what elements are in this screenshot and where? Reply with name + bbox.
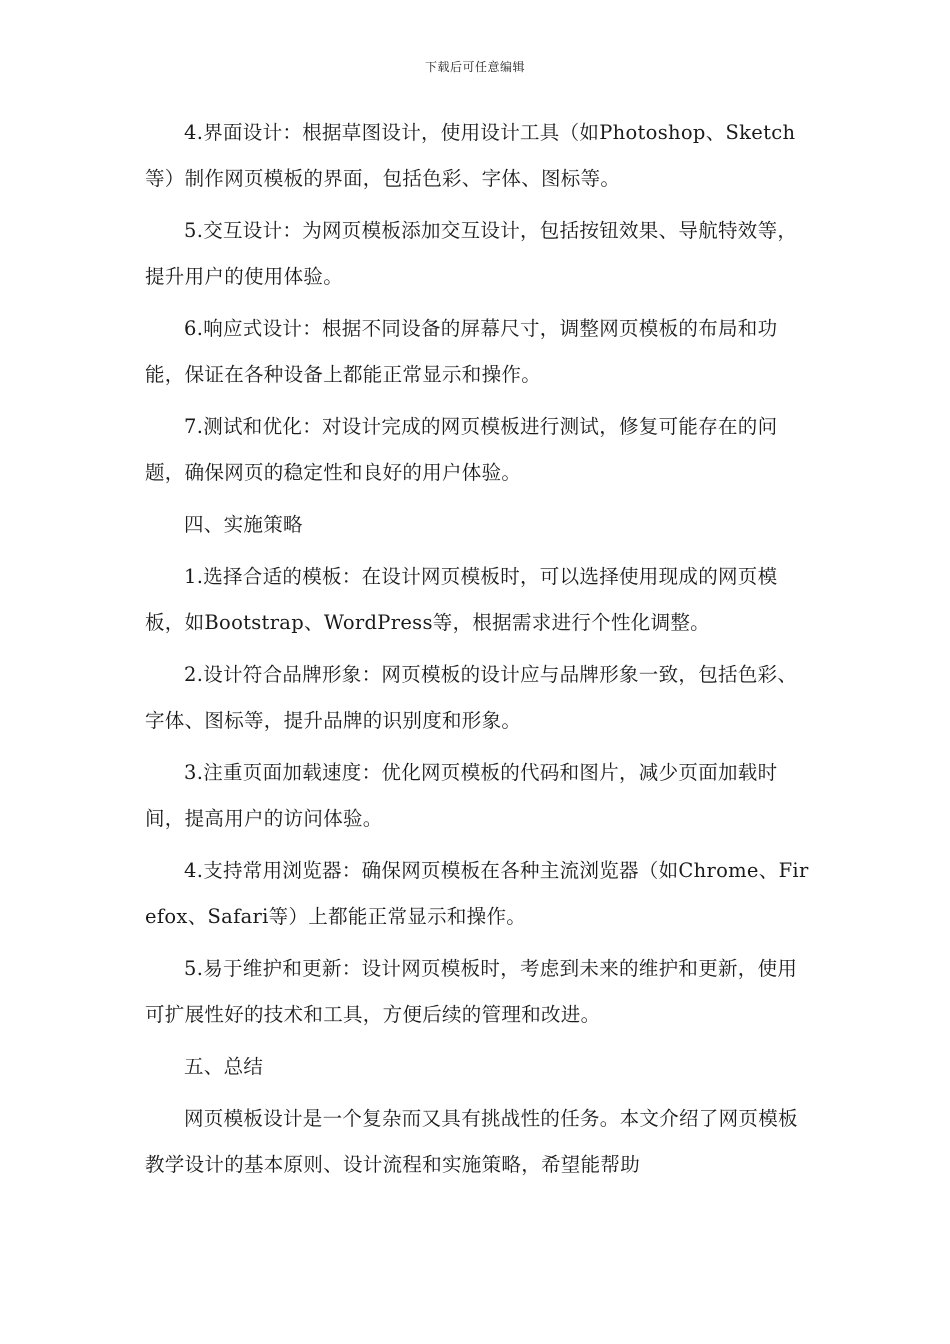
paragraph-interface-design: 4.界面设计：根据草图设计，使用设计工具（如Photoshop、Sketch等）制作网页模板的界面，包括色彩、字体、图标等。	[145, 121, 796, 190]
paragraph-summary: 网页模板设计是一个复杂而又具有挑战性的任务。本文介绍了网页模板教学设计的基本原则、设计流程和实施策略，希望能帮助	[145, 1107, 798, 1176]
section-heading-strategy: 四、实施策略	[184, 513, 303, 536]
paragraph-browser-support: 4.支持常用浏览器：确保网页模板在各种主流浏览器（如Chrome、Firefox、Safari等）上都能正常显示和操作。	[145, 859, 809, 928]
paragraph-interaction-design: 5.交互设计：为网页模板添加交互设计，包括按钮效果、导航特效等，提升用户的使用体验。	[145, 219, 798, 288]
document-body	[145, 110, 815, 1194]
paragraph-choose-template: 1.选择合适的模板：在设计网页模板时，可以选择使用现成的网页模板，如Bootstrap、WordPress等，根据需求进行个性化调整。	[145, 565, 778, 634]
page-header: 下载后可任意编辑	[424, 60, 525, 74]
paragraph-load-speed: 3.注重页面加载速度：优化网页模板的代码和图片，减少页面加载时间，提高用户的访问体验。	[145, 761, 778, 830]
paragraph-brand-image: 2.设计符合品牌形象：网页模板的设计应与品牌形象一致，包括色彩、字体、图标等，提升品牌的识别度和形象。	[145, 663, 798, 732]
paragraph-maintenance: 5.易于维护和更新：设计网页模板时，考虑到未来的维护和更新，使用可扩展性好的技术和工具，方便后续的管理和改进。	[145, 957, 798, 1026]
paragraph-responsive-design: 6.响应式设计：根据不同设备的屏幕尺寸，调整网页模板的布局和功能，保证在各种设备上都能正常显示和操作。	[145, 317, 778, 386]
section-heading-summary: 五、总结	[184, 1055, 264, 1078]
paragraph-testing-optimization: 7.测试和优化：对设计完成的网页模板进行测试，修复可能存在的问题，确保网页的稳定性和良好的用户体验。	[145, 415, 778, 484]
